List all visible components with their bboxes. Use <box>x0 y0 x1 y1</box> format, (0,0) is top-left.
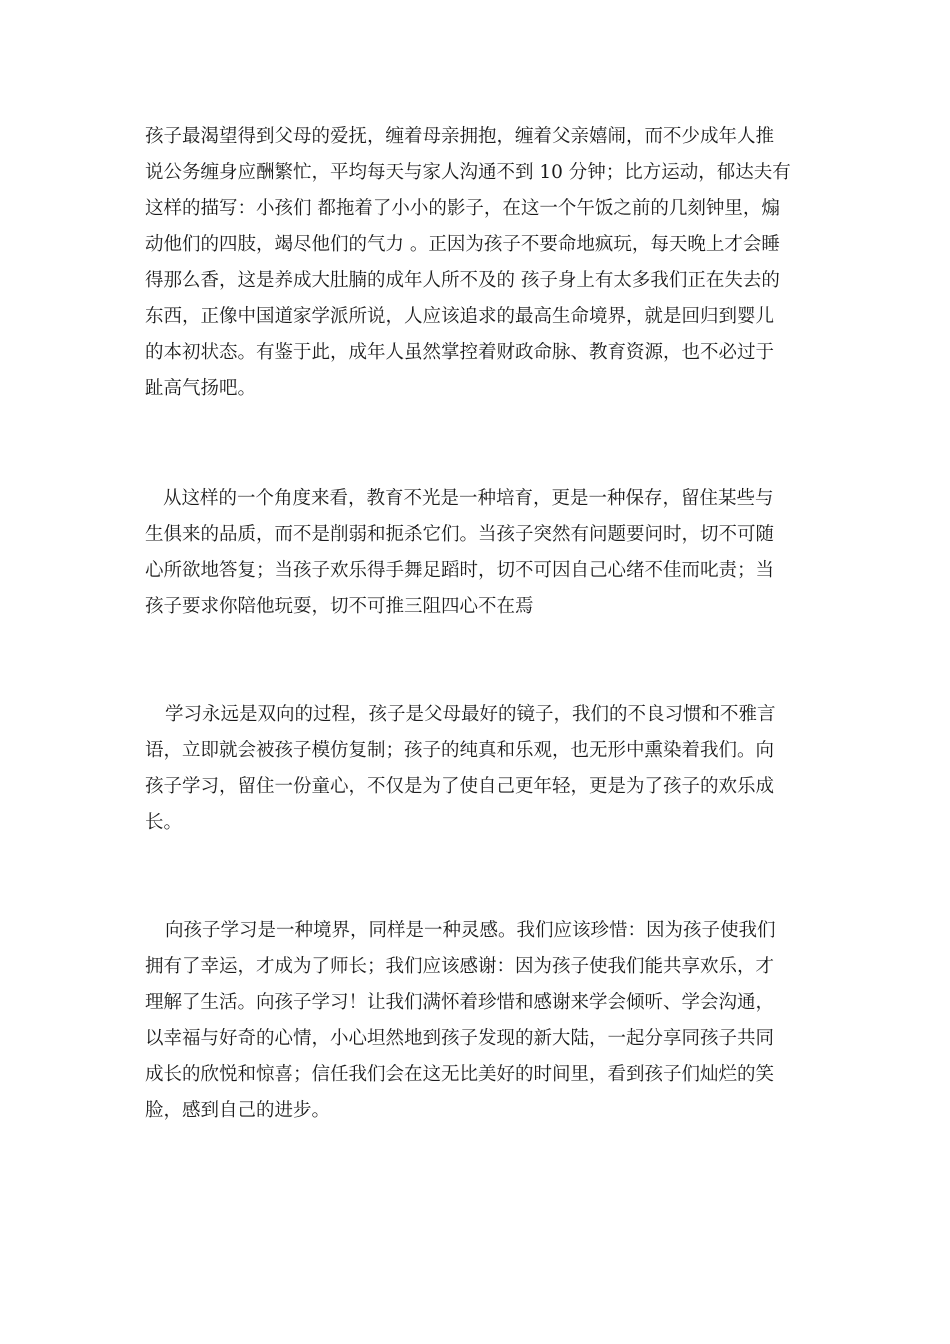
text-line: 动他们的四肢，竭尽他们的气力 。正因为孩子不要命地疯玩，每天晚上才会睡 <box>145 234 780 255</box>
text-line: 说公务缠身应酬繁忙，平均每天与家人沟通不到 10 分钟；比方运动，郁达夫有 <box>145 162 791 183</box>
text-line: 生俱来的品质，而不是削弱和扼杀它们。当孩子突然有问题要问时，切不可随 <box>145 524 775 545</box>
text-line: 长。 <box>145 812 183 833</box>
text-line: 的本初状态。有鉴于此，成年人虽然掌控着财政命脉、教育资源，也不必过于 <box>145 342 775 363</box>
text-line: 拥有了幸运，才成为了师长；我们应该感谢：因为孩子使我们能共享欢乐，才 <box>145 956 775 977</box>
text-line: 趾高气扬吧。 <box>145 378 257 399</box>
text-line: 理解了生活。向孩子学习！让我们满怀着珍惜和感谢来学会倾听、学会沟通， <box>145 992 775 1013</box>
text-line: 得那么香，这是养成大肚腩的成年人所不及的 孩子身上有太多我们正在失去的 <box>145 270 780 291</box>
text-line: 东西，正像中国道家学派所说，人应该追求的最高生命境界，就是回归到婴儿 <box>145 306 775 327</box>
paragraph-1 <box>145 119 817 407</box>
text-line: 从这样的一个角度来看，教育不光是一种培育，更是一种保存，留住某些与 <box>163 488 774 509</box>
text-line: 向孩子学习是一种境界，同样是一种灵感。我们应该珍惜：因为孩子使我们 <box>165 920 776 941</box>
text-line: 心所欲地答复；当孩子欢乐得手舞足蹈时，切不可因自己心绪不佳而叱责；当 <box>145 560 775 581</box>
text-line: 孩子学习，留住一份童心，不仅是为了使自己更年轻，更是为了孩子的欢乐成 <box>145 776 775 797</box>
text-line: 孩子要求你陪他玩耍，切不可推三阻四心不在焉 <box>145 596 534 617</box>
text-line: 这样的描写：小孩们 都拖着了小小的影子，在这一个午饭之前的几刻钟里，煽 <box>145 198 780 219</box>
text-line: 孩子最渴望得到父母的爱抚，缠着母亲拥抱，缠着父亲嬉闹，而不少成年人推 <box>145 126 775 147</box>
text-line: 语，立即就会被孩子模仿复制；孩子的纯真和乐观，也无形中熏染着我们。向 <box>145 740 775 761</box>
paragraph-4 <box>145 913 817 1129</box>
paragraph-2 <box>145 481 817 625</box>
text-line: 学习永远是双向的过程，孩子是父母最好的镜子，我们的不良习惯和不雅言 <box>165 704 776 725</box>
text-line: 以幸福与好奇的心情，小心坦然地到孩子发现的新大陆，一起分享同孩子共同 <box>145 1028 775 1049</box>
paragraph-3 <box>145 697 817 841</box>
text-line: 脸，感到自己的进步。 <box>145 1100 331 1121</box>
text-line: 成长的欣悦和惊喜；信任我们会在这无比美好的时间里，看到孩子们灿烂的笑 <box>145 1064 775 1085</box>
